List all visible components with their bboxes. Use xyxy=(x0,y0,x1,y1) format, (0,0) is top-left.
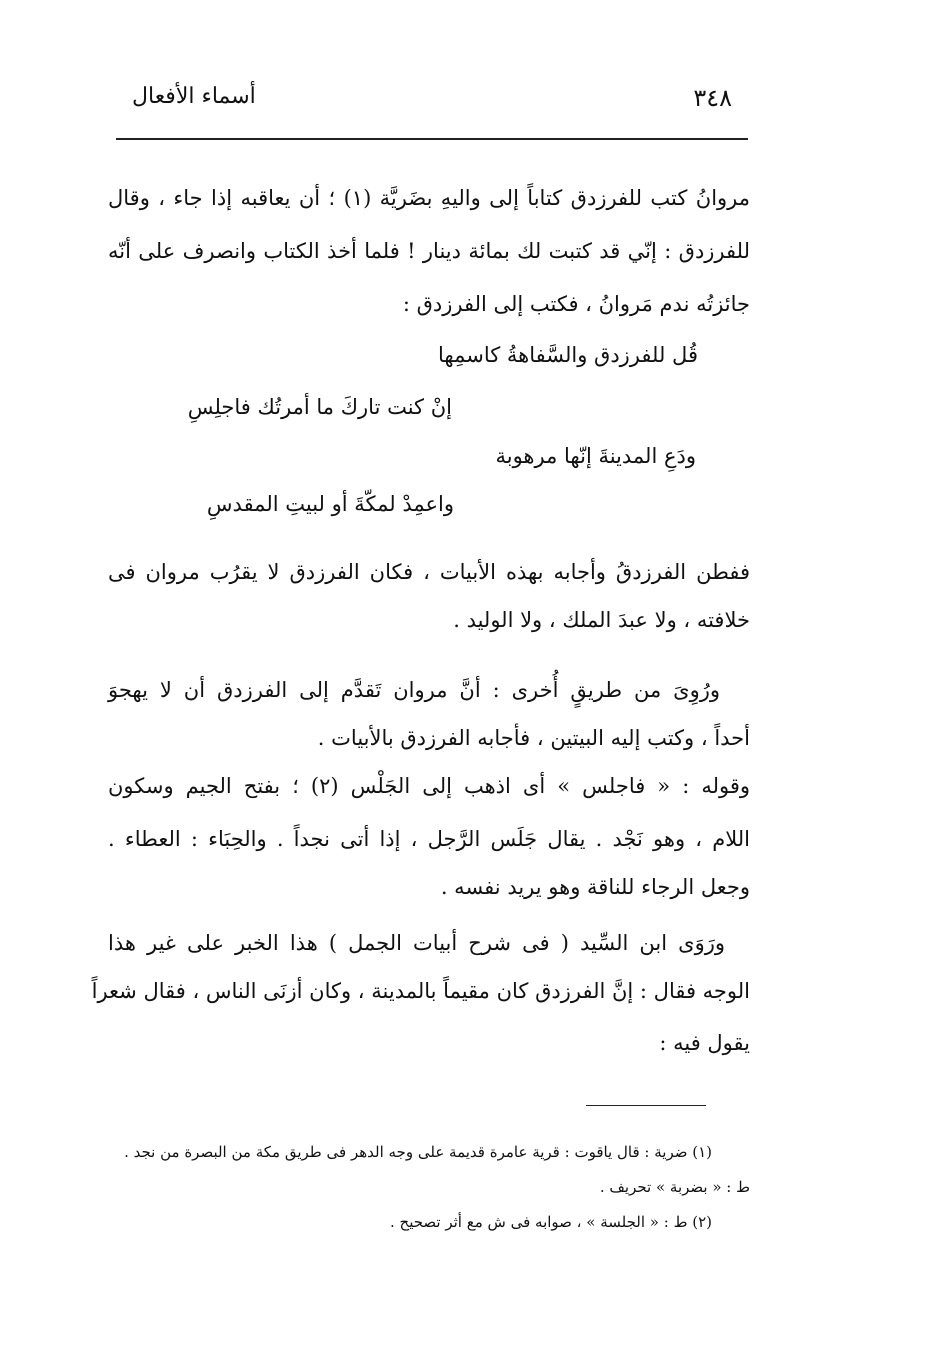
verse-line: قُل للفرزدق والسَّفاهةُ كاسمِها xyxy=(438,343,698,367)
body-line: ورَوَى ابن السِّيد ( فى شرح أبيات الجمل ) هذا الخبر على غير هذا xyxy=(108,931,725,955)
footnote-rule xyxy=(586,1105,706,1106)
body-line: وقوله : « فاجلس » أى اذهب إلى الجَلْس (٢) ؛ بفتح الجيم وسكون xyxy=(108,774,751,798)
body-line: أحداً ، وكتب إليه البيتين ، فأجابه الفرزدق بالأبيات . xyxy=(317,726,750,750)
body-line: مروانُ كتب للفرزدق كتاباً إلى واليهِ بضَريَّة (١) ؛ أن يعاقبه إذا جاء ، وقال xyxy=(108,186,750,210)
body-line: يقول فيه : xyxy=(659,1031,750,1055)
footnote-line: ط : « بضربة » تحريف . xyxy=(599,1178,750,1196)
body-line: للفرزدق : إنّي قد كتبت لك بمائة دينار ! فلما أخذ الكتاب وانصرف على أنّه xyxy=(108,239,750,263)
verse-line: إنْ كنت تاركَ ما أمرتُك فاجلِسِ xyxy=(187,395,452,419)
body-line: الوجه فقال : إنَّ الفرزدق كان مقيماً بالمدينة ، وكان أزنَى الناس ، فقال شعراً xyxy=(91,979,750,1003)
body-line: وجعل الرجاء للناقة وهو يريد نفسه . xyxy=(440,875,750,899)
body-line: ففطن الفرزدقُ وأجابه بهذه الأبيات ، فكان الفرزدق لا يقرُب مروان فى xyxy=(108,560,750,584)
body-line: خلافته ، ولا عبدَ الملك ، ولا الوليد . xyxy=(453,608,750,632)
body-line: جائزتُه ندم مَروانُ ، فكتب إلى الفرزدق : xyxy=(402,292,750,316)
verse-line: واعمِدْ لمكّةَ أو لبيتِ المقدسِ xyxy=(206,492,454,516)
verse-line: ودَعِ المدينةَ إنّها مرهوبة xyxy=(495,444,696,468)
body-line: ورُوِىَ من طريقٍ أُخرى : أنَّ مروان تَقدَّم إلى الفرزدق أن لا يهجوَ xyxy=(108,678,720,702)
header-rule xyxy=(116,138,748,140)
body-line: اللام ، وهو نَجْد . يقال جَلَس الرَّجل ، إذا أتى نجداً . والحِبَاء : العطاء . xyxy=(108,827,750,851)
running-title: أسماء الأفعال xyxy=(132,84,256,109)
footnote-line: (٢) ط : « الجلسة » ، صوابه فى ش مع أثر تصحيح . xyxy=(389,1213,712,1231)
page-number: ٣٤٨ xyxy=(693,84,732,112)
footnote-line: (١) ضرية : قال ياقوت : قرية عامرة قديمة على وجه الدهر فى طريق مكة من البصرة من نجد . xyxy=(124,1143,712,1161)
